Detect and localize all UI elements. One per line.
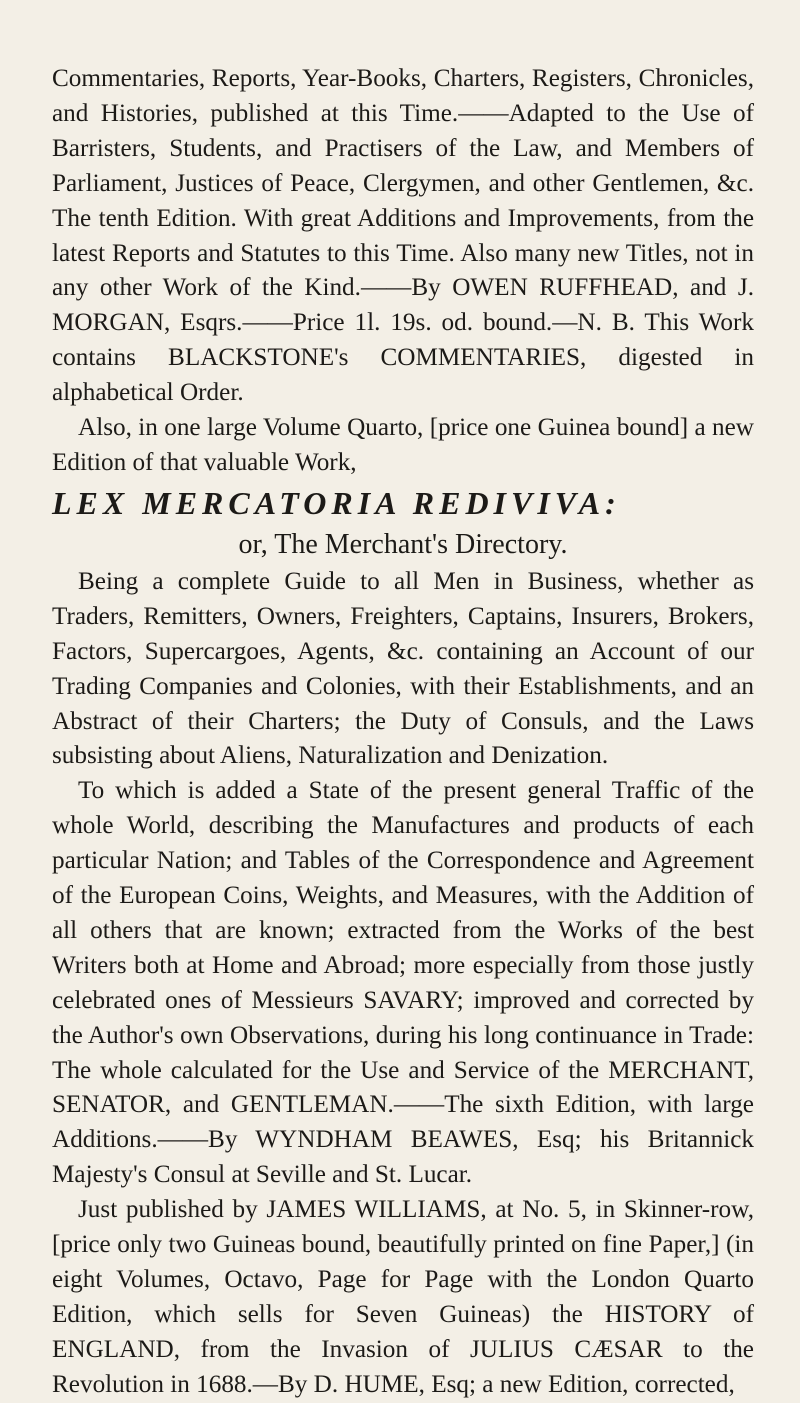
commentaries-paragraph: Commentaries, Reports, Year-Books, Charters, Registers, Chronicles, and Histories, published at this Time.——Adapted to the Use of Barristers, Students, and Practisers of the Law, and Members of Parliament, Justices of Peace, Clergymen, and other Gentlemen, &c. The tenth Edition. With great Additions and Improvements, from the latest Reports and Statutes to this Time. Also many new Titles, not in any other Work of the Kind.——By OWEN RUFFHEAD, and J. MORGAN, Esqrs.——Price 1l. 19s. od. bound.—N. B. This Work contains BLACKSTONE's COMMENTARIES, digested in alphabetical Order. [52, 65, 754, 407]
traffic-state-paragraph: To which is added a State of the present general Traffic of the whole World, describing the Manufactures and products of each particular Nation; and Tables of the Correspondence and Agreement of the European Coins, Weights, and Measures, with the Addition of all others that are known; extracted from the Works of the best Writers both at Home and Abroad; more especially from those justly celebrated ones of Messieurs SAVARY; improved and corrected by the Author's own Observations, during his long continuance in Trade: The whole calculated for the Use and Service of the MERCHANT, SENATOR, and GENTLEMAN.——The sixth Edition, with large Additions.——By WYNDHAM BEAWES, Esq; his Britannick Majesty's Consul at Seville and St. Lucar. [52, 777, 754, 1189]
lex-mercatoria-intro: Also, in one large Volume Quarto, [price one Guinea bound] a new Edition of that valuable Work, [52, 414, 754, 476]
lex-mercatoria-title: LEX MERCATORIA REDIVIVA: [52, 484, 621, 521]
complete-guide-paragraph: Being a complete Guide to all Men in Business, whether as Traders, Remitters, Owners, Freighters, Captains, Insurers, Brokers, Factors, Supercargoes, Agents, &c. containing an Account of our Trading Companies and Colonies, with their Establishments, and an Abstract of their Charters; the Duty of Consuls, and the Laws subsisting about Aliens, Naturalization and Denization. [52, 567, 754, 770]
history-of-england-advert: Just published by JAMES WILLIAMS, at No. 5, in Skinner-row, [price only two Guineas bound, beautifully printed on fine Paper,] (in eight Volumes, Octavo, Page for Page with the London Quarto Edition, which sells for Seven Guineas) the HISTORY of ENGLAND, from the Invasion of JULIUS CÆSAR to the Revolution in 1688.—By D. HUME, Esq; a new Edition, corrected, [52, 1196, 754, 1398]
merchants-directory-subtitle: or, The Merchant's Directory. [238, 528, 568, 560]
